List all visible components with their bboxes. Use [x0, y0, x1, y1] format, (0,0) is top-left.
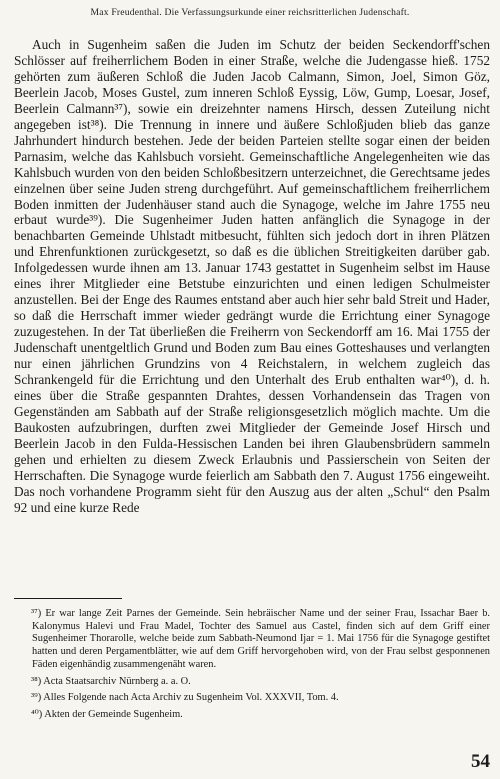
main-text — [14, 37, 490, 516]
footnote-separator — [14, 598, 122, 599]
footnote-38: ³⁸) Acta Staatsarchiv Nürnberg a. a. O. — [31, 675, 191, 687]
running-head: Max Freudenthal. Die Verfassungsurkunde einer reichsritterlichen Judenschaft. — [90, 7, 410, 18]
page-number: 54 — [471, 751, 490, 772]
footnote-37: ³⁷) Er war lange Zeit Parnes der Gemeinde. Sein hebräischer Name und der seiner Frau, Issachar Baer b. Kalonymus Halevi und Frau Madel, Tochter des Samuel aus Castel, finden sich auf dem Griff einer Sugenheimer Thorarolle, welche beide zum Sabbath-Neumond Ijar = 1. Mai 1756 für die Synagoge gestiftet hatten und deren Pergamentblätter, wie auf dem Griff hervorgehoben wird, von der Frau selbst gesponnenen Fäden eigenhändig zusammengenäht waren. — [31, 608, 490, 670]
footnote-39: ³⁹) Alles Folgende nach Acta Archiv zu Sugenheim Vol. XXXVII, Tom. 4. — [31, 692, 339, 704]
body-paragraph: Auch in Sugenheim saßen die Juden im Schutz der beiden Seckendorff'schen Schlösser auf freiherrlichem Boden in einer Straße, welche die Judengasse hieß. 1752 gehörten zum äußeren Schloß die Juden Jacob Calmann, Simon, Joel, Simon Göz, Beerlein Jacob, Moses Gustel, zum inneren Schloß Eyssig, Löw, Gump, Loesar, Josef, Beerlein Calmann³⁷), sowie ein dreizehnter namens Hirsch, dessen Zuteilung nicht angegeben ist³⁸). Die Trennung in innere und äußere Schloßjuden blieb das ganze Jahrhundert hindurch bestehen. Jede der beiden Parteien stellte sogar einen der beiden Parnasim, welche das Kahlsbuch vorsieht. Gemeinschaftliche Angelegenheiten wie das Kahlsbuch wurden von den beiden Schloßbesitzern unterzeichnet, die Gerechtsame jedes einzelnen über seine Juden streng durchgeführt. Auf gemeinschaftlichem freiherrlichem Boden inmitten der Judenhäuser stand auch die Synagoge, welche im Jahre 1755 neu erbaut wurde³⁹). Die Sugenheimer Juden hatten anfänglich die Synagoge in der benachbarten Gemeinde Uhlstadt mitbesucht, fühlten sich jedoch dort in ihren Plätzen und Ehrenfunktionen zurückgesetzt, so daß es die üblichen Streitigkeiten darüber gab. Infolgedessen wurde ihnen am 13. Januar 1743 gestattet in Sugenheim selbst im Hause eines ihrer Mitglieder eine Betstube einzurichten und einen ledigen Schulmeister anzustellen. Bei der Enge des Raumes entstand aber auch hier sehr bald Streit und Hader, so daß die Herrschaft immer wieder gedrängt wurde die Errichtung einer Synagoge zuzugestehen. In der Tat überließen die Freiherrn von Seckendorff am 16. Mai 1755 der Judenschaft unentgeltlich Grund und Boden zum Bau eines Gotteshauses und verlangten nur einen jährlichen Grundzins von 4 Reichstalern, in welchem zugleich das Schrankengeld für die Errichtung und den Unterhalt des Erub enthalten war⁴⁰), d. h. eines über die Straße gespannten Drahtes, dessen Vorhandensein das Tragen von Gegenständen am Sabbath auf der Straße religionsgesetzlich möglich machte. Um die Baukosten aufzubringen, durften zwei Mitglieder der Gemeinde Josef Hirsch und Beerlein Jacob in den Fulda-Hessischen Landen bei ihren Glaubensbrüdern sammeln gehen und erhielten zu diesem Zweck Erlaubnis und Passierschein von Seiten der Herrschaften. Die Synagoge wurde feierlich am Sabbath den 7. August 1756 eingeweiht. Das noch vorhandene Programm sieht für den Auszug aus der alten „Schul“ den Psalm 92 und eine kurze Rede — [14, 37, 490, 515]
footnotes — [14, 608, 490, 726]
footnote-40: ⁴⁰) Akten der Gemeinde Sugenheim. — [31, 708, 183, 720]
